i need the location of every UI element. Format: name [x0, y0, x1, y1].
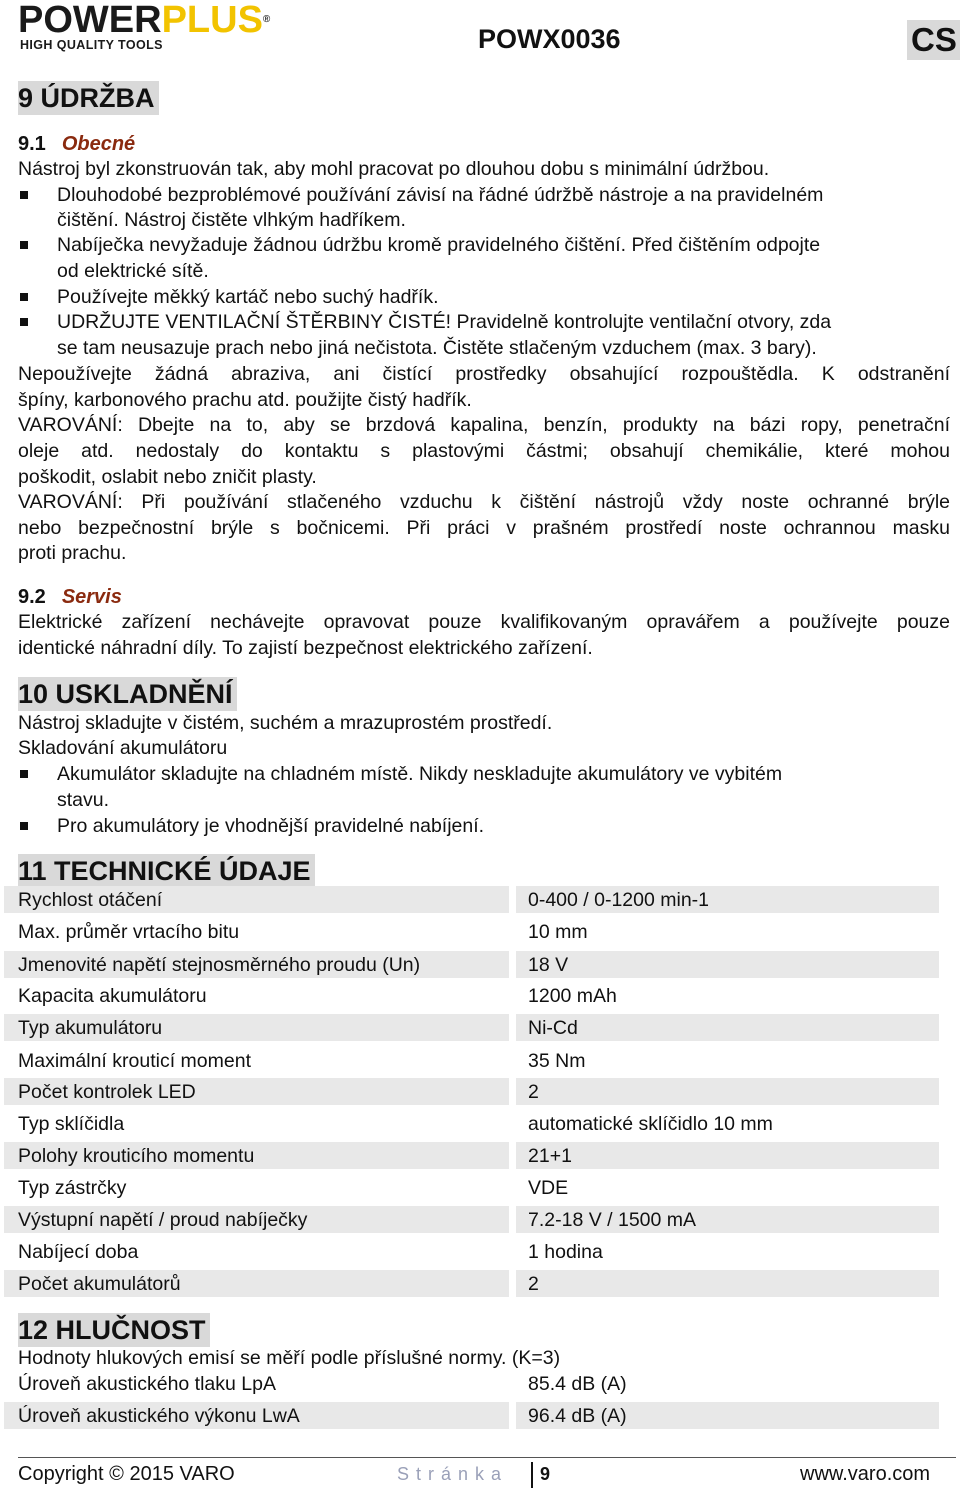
- text-line: Elektrické zařízení nechávejte opravovat pouze kvalifikovaným opravářem a používejte pouze: [18, 611, 950, 633]
- spec-value: 10 mm: [528, 921, 588, 943]
- footer-page-label: Stránka: [397, 1464, 509, 1484]
- noise-label: Úroveň akustického tlaku LpA: [18, 1373, 276, 1395]
- bullet-text: Akumulátor skladujte na chladném místě. Nikdy neskladujte akumulátory ve vybitém: [57, 763, 783, 785]
- spec-label: Rychlost otáčení: [18, 889, 163, 911]
- brand-tagline: HIGH QUALITY TOOLS: [20, 38, 163, 52]
- subsection-number: 9.1: [18, 133, 46, 155]
- noise-value: 96.4 dB (A): [528, 1405, 627, 1427]
- spec-row: [4, 1047, 939, 1074]
- footer-separator: [531, 1462, 533, 1488]
- spec-label: Typ akumulátoru: [18, 1017, 163, 1039]
- spec-row: [4, 1014, 939, 1041]
- text-line: Skladování akumulátoru: [18, 737, 228, 759]
- warning-line: VAROVÁNÍ: Při používání stlačeného vzduchu k čištění nástrojů vždy noste ochranné brýle: [18, 491, 950, 513]
- spec-label: Maximální krouticí moment: [18, 1050, 251, 1072]
- spec-label: Výstupní napětí / proud nabíječky: [18, 1209, 308, 1231]
- bullet-icon: [20, 191, 28, 199]
- spec-label: Jmenovité napětí stejnosměrného proudu (Un): [18, 954, 421, 976]
- spec-value: 2: [528, 1273, 539, 1295]
- text-line: Hodnoty hlukových emisí se měří podle příslušné normy. (K=3): [18, 1347, 561, 1369]
- spec-row: [4, 1142, 939, 1169]
- section-heading-noise: 12 HLUČNOST: [18, 1313, 210, 1347]
- spec-value: automatické sklíčidlo 10 mm: [528, 1113, 773, 1135]
- language-code: CS: [907, 20, 960, 60]
- text-line: Nástroj byl zkonstruován tak, aby mohl pracovat po dlouhou dobu s minimální údržbou.: [18, 158, 770, 180]
- spec-label: Typ sklíčidla: [18, 1113, 125, 1135]
- bullet-icon: [20, 822, 28, 830]
- spec-row: [4, 918, 939, 945]
- section-heading-storage: 10 USKLADNĚNÍ: [18, 677, 237, 711]
- footer-copyright: Copyright © 2015 VARO: [18, 1463, 235, 1485]
- spec-row: [4, 982, 939, 1009]
- spec-value: 7.2-18 V / 1500 mA: [528, 1209, 697, 1231]
- bullet-icon: [20, 318, 28, 326]
- spec-row: [4, 1206, 939, 1233]
- spec-value: Ni-Cd: [528, 1017, 578, 1039]
- spec-row: [4, 1270, 939, 1297]
- section-heading-maintenance: 9 ÚDRŽBA: [18, 81, 159, 115]
- model-number: POWX0036: [478, 24, 621, 54]
- brand-name-part2: PLUS: [161, 0, 263, 41]
- warning-line: proti prachu.: [18, 542, 127, 564]
- spec-value: 1 hodina: [528, 1241, 603, 1263]
- bullet-text: Nabíječka nevyžaduje žádnou údržbu kromě pravidelného čištění. Před čištěním odpojte: [57, 234, 821, 256]
- spec-row: [4, 1078, 939, 1105]
- spec-label: Typ zástrčky: [18, 1177, 127, 1199]
- bullet-icon: [20, 241, 28, 249]
- spec-label: Max. průměr vrtacího bitu: [18, 921, 240, 943]
- spec-label: Počet akumulátorů: [18, 1273, 181, 1295]
- brand-name-part1: POWER: [18, 0, 162, 41]
- spec-row: [4, 1174, 939, 1201]
- brand-logo: [18, 0, 298, 54]
- spec-row: [4, 1238, 939, 1265]
- spec-value: 2: [528, 1081, 539, 1103]
- spec-label: Počet kontrolek LED: [18, 1081, 196, 1103]
- subsection-service: [18, 586, 122, 609]
- noise-row: [4, 1402, 939, 1429]
- warning-line: VAROVÁNÍ: Dbejte na to, aby se brzdová kapalina, benzín, produkty na bázi ropy, penetrační: [18, 414, 950, 436]
- bullet-text: od elektrické sítě.: [57, 260, 209, 282]
- footer-divider: [18, 1457, 956, 1458]
- spec-label: Polohy krouticího momentu: [18, 1145, 255, 1167]
- bullet-text: Používejte měkký kartáč nebo suchý hadřík.: [57, 286, 439, 308]
- spec-row: [4, 1110, 939, 1137]
- bullet-text: Pro akumulátory je vhodnější pravidelné nabíjení.: [57, 815, 485, 837]
- warning-line: poškodit, oslabit nebo zničit plasty.: [18, 466, 317, 488]
- warning-line: nebo bezpečnostní brýle s bočnicemi. Při práci v prašném prostředí noste ochrannou masku: [18, 517, 950, 539]
- bullet-text: čištění. Nástroj čistěte vlhkým hadříkem.: [57, 209, 406, 231]
- spec-value: VDE: [528, 1177, 569, 1199]
- bullet-text: se tam neusazuje prach nebo jiná nečistota. Čistěte stlačeným vzduchem (max. 3 bary).: [57, 337, 817, 359]
- text-line: špíny, karbonového prachu atd. použijte čistý hadřík.: [18, 389, 472, 411]
- spec-value: 0-400 / 0-1200 min-1: [528, 889, 710, 911]
- noise-row: [4, 1370, 939, 1397]
- spec-value: 21+1: [528, 1145, 572, 1167]
- bullet-icon: [20, 293, 28, 301]
- spec-value: 1200 mAh: [528, 985, 617, 1007]
- spec-label: Nabíjecí doba: [18, 1241, 139, 1263]
- spec-value: 35 Nm: [528, 1050, 586, 1072]
- subsection-title: Servis: [61, 586, 122, 608]
- bullet-icon: [20, 770, 28, 778]
- spec-row: [4, 951, 939, 978]
- spec-value: 18 V: [528, 954, 569, 976]
- bullet-text: stavu.: [57, 789, 110, 811]
- subsection-number: 9.2: [18, 586, 46, 608]
- subsection-title: Obecné: [61, 133, 136, 155]
- spec-label: Kapacita akumulátoru: [18, 985, 207, 1007]
- bullet-text: Dlouhodobé bezproblémové používání závisí na řádné údržbě nástroje a na pravidelném: [57, 184, 824, 206]
- text-line: Nástroj skladujte v čistém, suchém a mrazuprostém prostředí.: [18, 712, 553, 734]
- warning-line: oleje atd. nedostaly do kontaktu s plastovými částmi; obsahují chemikálie, které mohou: [18, 440, 950, 462]
- text-line: identické náhradní díly. To zajistí bezpečnost elektrického zařízení.: [18, 637, 593, 659]
- footer-page-number: 9: [540, 1464, 551, 1484]
- bullet-text: UDRŽUJTE VENTILAČNÍ ŠTĚRBINY ČISTÉ! Pravidelně kontrolujte ventilační otvory, zda: [57, 311, 832, 333]
- spec-row: [4, 886, 939, 913]
- noise-label: Úroveň akustického výkonu LwA: [18, 1405, 300, 1427]
- section-heading-technical-data: 11 TECHNICKÉ ÚDAJE: [18, 854, 315, 888]
- registered-mark: ®: [262, 14, 271, 25]
- noise-value: 85.4 dB (A): [528, 1373, 627, 1395]
- footer-website: www.varo.com: [800, 1463, 931, 1485]
- subsection-general: [18, 133, 135, 156]
- text-line: Nepoužívejte žádná abraziva, ani čistící prostředky obsahující rozpouštědla. K odstranění: [18, 363, 950, 385]
